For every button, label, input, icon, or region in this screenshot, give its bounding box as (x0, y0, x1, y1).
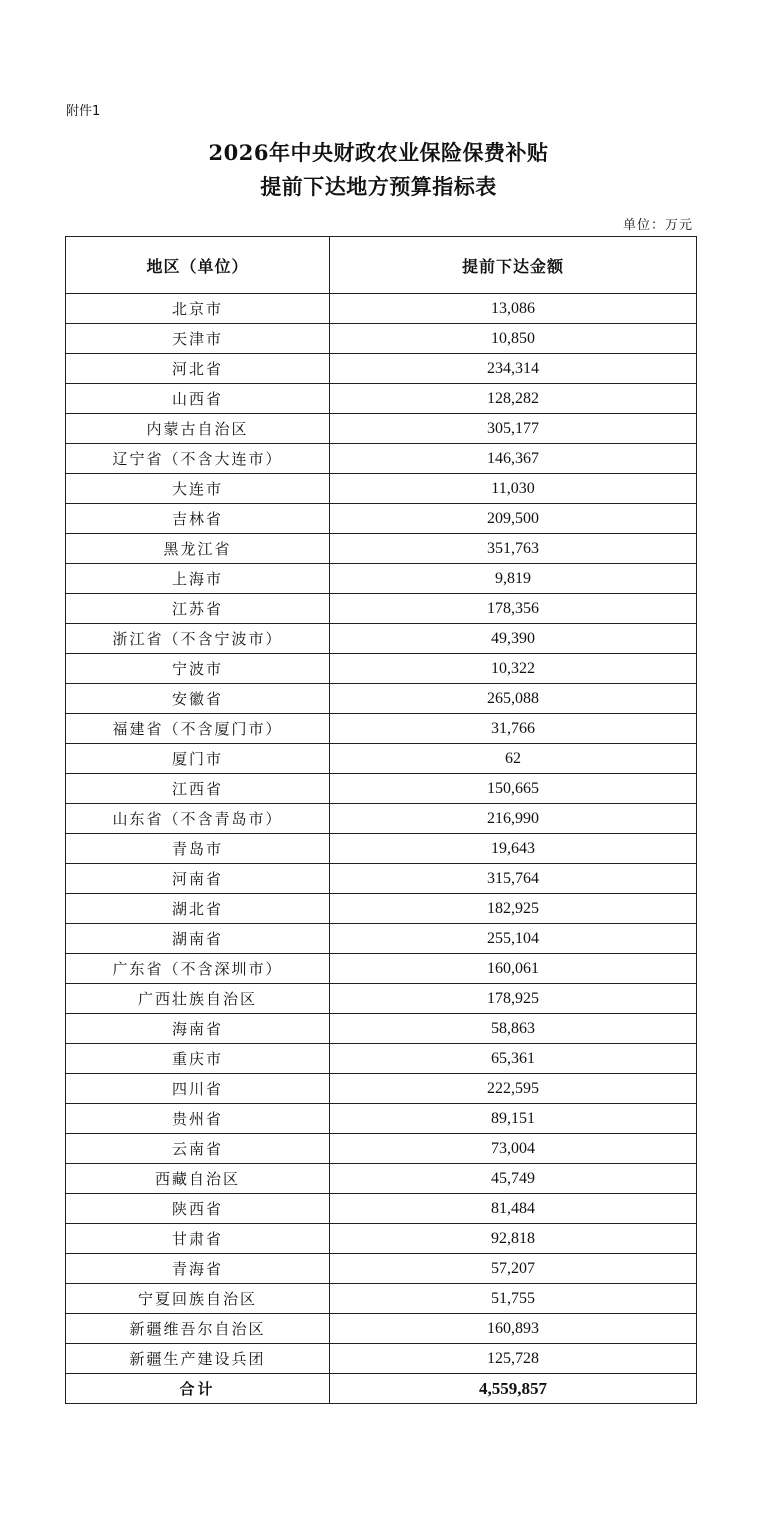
table-row (66, 894, 697, 924)
table-row (66, 1134, 697, 1164)
amount-cell: 45,749 (330, 1164, 697, 1194)
amount-cell: 81,484 (330, 1194, 697, 1224)
table-row (66, 984, 697, 1014)
amount-cell: 351,763 (330, 534, 697, 564)
table-row (66, 1014, 697, 1044)
table-row (66, 414, 697, 444)
region-cell: 青海省 (66, 1254, 330, 1284)
table-row (66, 924, 697, 954)
amount-cell: 58,863 (330, 1014, 697, 1044)
amount-cell: 305,177 (330, 414, 697, 444)
table-row (66, 564, 697, 594)
table-row (66, 1224, 697, 1254)
table-row (66, 834, 697, 864)
amount-cell: 128,282 (330, 384, 697, 414)
region-cell: 北京市 (66, 294, 330, 324)
amount-cell: 216,990 (330, 804, 697, 834)
table-row (66, 624, 697, 654)
table-row (66, 684, 697, 714)
table-row (66, 1074, 697, 1104)
table-row (66, 714, 697, 744)
table-body (66, 294, 697, 1374)
total-row (66, 1374, 697, 1404)
table-row (66, 744, 697, 774)
table-header-row (66, 237, 697, 294)
region-cell: 宁夏回族自治区 (66, 1284, 330, 1314)
header-amount: 提前下达金额 (330, 237, 697, 294)
header-region: 地区（单位） (66, 237, 330, 294)
table-row (66, 1254, 697, 1284)
document-title-line2: 提前下达地方预算指标表 (260, 174, 497, 199)
table-row (66, 534, 697, 564)
table-row (66, 1164, 697, 1194)
table-row (66, 954, 697, 984)
region-cell: 云南省 (66, 1134, 330, 1164)
table-row (66, 654, 697, 684)
amount-cell: 89,151 (330, 1104, 697, 1134)
table-row (66, 1044, 697, 1074)
table-row (66, 864, 697, 894)
region-cell: 江苏省 (66, 594, 330, 624)
region-cell: 宁波市 (66, 654, 330, 684)
amount-cell: 62 (330, 744, 697, 774)
amount-cell: 255,104 (330, 924, 697, 954)
amount-cell: 222,595 (330, 1074, 697, 1104)
amount-cell: 125,728 (330, 1344, 697, 1374)
table-row (66, 384, 697, 414)
region-cell: 海南省 (66, 1014, 330, 1044)
table-row (66, 1284, 697, 1314)
region-cell: 青岛市 (66, 834, 330, 864)
amount-cell: 13,086 (330, 294, 697, 324)
region-cell: 新疆生产建设兵团 (66, 1344, 330, 1374)
region-cell: 厦门市 (66, 744, 330, 774)
region-cell: 天津市 (66, 324, 330, 354)
region-cell: 新疆维吾尔自治区 (66, 1314, 330, 1344)
region-cell: 湖南省 (66, 924, 330, 954)
region-cell: 广西壮族自治区 (66, 984, 330, 1014)
region-cell: 内蒙古自治区 (66, 414, 330, 444)
total-label: 合计 (66, 1374, 330, 1404)
amount-cell: 49,390 (330, 624, 697, 654)
amount-cell: 10,850 (330, 324, 697, 354)
table-row (66, 774, 697, 804)
region-cell: 陕西省 (66, 1194, 330, 1224)
amount-cell: 11,030 (330, 474, 697, 504)
region-cell: 甘肃省 (66, 1224, 330, 1254)
amount-cell: 178,925 (330, 984, 697, 1014)
table-row (66, 594, 697, 624)
amount-cell: 150,665 (330, 774, 697, 804)
table-row (66, 324, 697, 354)
amount-cell: 265,088 (330, 684, 697, 714)
amount-cell: 178,356 (330, 594, 697, 624)
amount-cell: 315,764 (330, 864, 697, 894)
region-cell: 四川省 (66, 1074, 330, 1104)
region-cell: 湖北省 (66, 894, 330, 924)
table-row (66, 1104, 697, 1134)
region-cell: 贵州省 (66, 1104, 330, 1134)
amount-cell: 31,766 (330, 714, 697, 744)
region-cell: 江西省 (66, 774, 330, 804)
amount-cell: 73,004 (330, 1134, 697, 1164)
table-row (66, 444, 697, 474)
table-row (66, 804, 697, 834)
budget-table (65, 236, 697, 1404)
table-row (66, 1194, 697, 1224)
amount-cell: 65,361 (330, 1044, 697, 1074)
amount-cell: 160,893 (330, 1314, 697, 1344)
table-row (66, 1344, 697, 1374)
amount-cell: 10,322 (330, 654, 697, 684)
region-cell: 福建省（不含厦门市） (66, 714, 330, 744)
region-cell: 浙江省（不含宁波市） (66, 624, 330, 654)
region-cell: 西藏自治区 (66, 1164, 330, 1194)
region-cell: 广东省（不含深圳市） (66, 954, 330, 984)
amount-cell: 9,819 (330, 564, 697, 594)
region-cell: 山西省 (66, 384, 330, 414)
unit-label: 单位：万元 (622, 218, 693, 233)
region-cell: 重庆市 (66, 1044, 330, 1074)
amount-cell: 146,367 (330, 444, 697, 474)
region-cell: 吉林省 (66, 504, 330, 534)
region-cell: 大连市 (66, 474, 330, 504)
amount-cell: 92,818 (330, 1224, 697, 1254)
table-row (66, 474, 697, 504)
table-row (66, 1314, 697, 1344)
table-row (66, 504, 697, 534)
table-row (66, 354, 697, 384)
table-row (66, 294, 697, 324)
amount-cell: 209,500 (330, 504, 697, 534)
amount-cell: 160,061 (330, 954, 697, 984)
region-cell: 河南省 (66, 864, 330, 894)
amount-cell: 182,925 (330, 894, 697, 924)
region-cell: 黑龙江省 (66, 534, 330, 564)
amount-cell: 57,207 (330, 1254, 697, 1284)
region-cell: 河北省 (66, 354, 330, 384)
region-cell: 辽宁省（不含大连市） (66, 444, 330, 474)
region-cell: 上海市 (66, 564, 330, 594)
amount-cell: 19,643 (330, 834, 697, 864)
document-title-line1: 2026年中央财政农业保险保费补贴 (208, 140, 549, 165)
attachment-label: 附件1 (66, 104, 101, 119)
region-cell: 安徽省 (66, 684, 330, 714)
amount-cell: 51,755 (330, 1284, 697, 1314)
total-amount: 4,559,857 (330, 1374, 697, 1404)
amount-cell: 234,314 (330, 354, 697, 384)
region-cell: 山东省（不含青岛市） (66, 804, 330, 834)
